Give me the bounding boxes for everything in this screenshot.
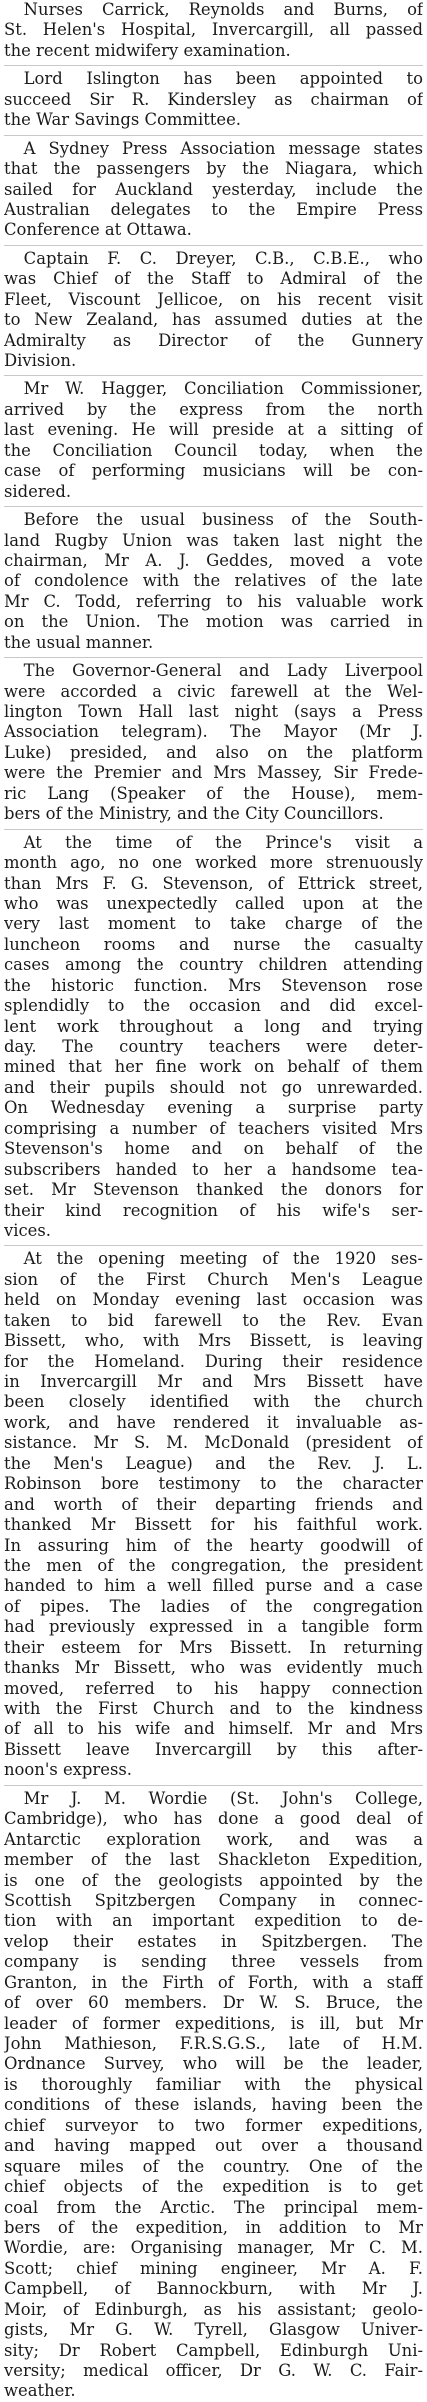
text-line: At the opening meeting of the 1920 ses- (23, 1249, 423, 1269)
text-line: month ago, no one worked more strenuously (4, 853, 423, 873)
text-line: In assuring him of the hearty goodwill of (4, 1535, 423, 1555)
text-line: sailed for Auckland yesterday, include the (4, 179, 423, 199)
text-line: and having mapped out over a thousand (4, 2136, 423, 2156)
text-line: Nurses Carrick, Reynolds and Burns, of (23, 0, 423, 19)
text-line: their esteem for Mrs Bissett. In returning (4, 1637, 423, 1657)
news-paragraph-wordie (4, 1785, 423, 2402)
text-line: thanks Mr Bissett, who was evidently much (4, 1658, 423, 1678)
text-line: of pipes. The ladies of the congregation (4, 1596, 423, 1616)
news-paragraph-bissett (4, 1245, 423, 1780)
text-line: very last moment to take charge of the (4, 914, 423, 934)
text-line: luncheon rooms and nurse the casualty (4, 934, 423, 954)
text-line: sistance. Mr S. M. McDonald (president of (4, 1433, 423, 1453)
text-line: and their pupils should not go unrewarded. (4, 1077, 423, 1097)
text-line: that the passengers by the Niagara, which (4, 159, 423, 179)
text-line: Luke) presided, and also on the platform (4, 742, 423, 762)
text-line: for the Homeland. During their residence (4, 1351, 423, 1371)
text-line: leader of former expeditions, is ill, but Mr (4, 2013, 423, 2033)
news-paragraph-stevenson (4, 829, 423, 1242)
text-line: Campbell, of Bannockburn, with Mr J. (4, 2279, 423, 2299)
text-line: Before the usual business of the South- (23, 510, 423, 530)
text-line: sion of the First Church Men's League (4, 1269, 423, 1289)
news-paragraph-dreyer (4, 245, 423, 372)
text-line: work, and have rendered it invaluable as- (4, 1412, 423, 1432)
text-line: the men of the congregation, the president (4, 1555, 423, 1575)
text-line: of condolence with the relatives of the late (4, 571, 423, 591)
text-line: thanked Mr Bissett for his faithful work. (4, 1515, 423, 1535)
text-line: chief surveyor to two former expeditions, (4, 2115, 423, 2135)
text-line: the Men's League) and the Rev. J. L. (4, 1453, 423, 1473)
text-line: lent work throughout a long and trying (4, 1016, 423, 1036)
text-line: Division. (4, 351, 77, 370)
text-line: the recent midwifery examination. (4, 40, 291, 60)
text-line: velop their estates in Spitzbergen. The (4, 1931, 423, 1951)
text-line: conditions of these islands, having been the (4, 2095, 423, 2115)
text-line: gists, Mr G. W. Tyrell, Glasgow Univer- (4, 2320, 423, 2340)
text-line: vices. (4, 1220, 52, 1240)
text-line: square miles of the country. One of the (4, 2156, 423, 2176)
text-line: Captain F. C. Dreyer, C.B., C.B.E., who (23, 248, 423, 268)
text-line: is thoroughly familiar with the physical (4, 2074, 423, 2094)
text-line: sidered. (4, 481, 72, 501)
text-line: to New Zealand, has assumed duties at the (4, 310, 423, 330)
news-paragraph-liverpool (4, 657, 423, 825)
text-line: the usual manner. (4, 632, 154, 652)
text-line: had previously expressed in a tangible form (4, 1617, 423, 1637)
text-line: and worth of their departing friends and (4, 1494, 423, 1514)
text-line: Association telegram). The Mayor (Mr J. (4, 722, 423, 742)
text-line: the Conciliation Council today, when the (4, 440, 423, 460)
text-line: Bissett, who, with Mrs Bissett, is leaving (4, 1331, 423, 1351)
text-line: member of the last Shackleton Expedition, (4, 1850, 423, 1870)
text-line: Stevenson's home and on behalf of the (4, 1139, 423, 1159)
text-line: of over 60 members. Dr W. S. Bruce, the (4, 1993, 423, 2013)
text-line: last evening. He will preside at a sitting of (4, 420, 423, 440)
text-line: taken to bid farewell to the Rev. Evan (4, 1310, 423, 1330)
text-line: splendidly to the occasion and did excel- (4, 996, 423, 1016)
text-line: Wordie, are: Organising manager, Mr C. M. (4, 2238, 423, 2258)
text-line: Moir, of Edinburgh, as his assistant; geolo- (4, 2299, 423, 2319)
text-line: chief objects of the expedition is to get (4, 2177, 423, 2197)
text-line: land Rugby Union was taken last night the (4, 530, 423, 550)
text-line: succeed Sir R. Kindersley as chairman of (4, 89, 423, 109)
text-line: Cambridge), who has done a good deal of (4, 1809, 423, 1829)
text-line: sity; Dr Robert Campbell, Edinburgh Uni- (4, 2340, 423, 2360)
text-line: bers of the Ministry, and the City Councillors. (4, 804, 384, 824)
text-line: than Mrs F. G. Stevenson, of Ettrick street, (4, 873, 423, 893)
text-line: Conference at Ottawa. (4, 220, 192, 240)
text-line: coal from the Arctic. The principal mem- (4, 2197, 423, 2217)
news-paragraph-hagger (4, 375, 423, 502)
text-line: arrived by the express from the north (4, 399, 423, 419)
text-line: were the Premier and Mrs Massey, Sir Frede- (4, 763, 423, 783)
text-line: noon's express. (4, 1760, 132, 1780)
text-line: Mr W. Hagger, Conciliation Commissioner, (23, 379, 423, 399)
text-line: Australian delegates to the Empire Press (4, 199, 423, 219)
text-line: versity; medical officer, Dr G. W. C. Fair- (4, 2361, 423, 2380)
text-line: At the time of the Prince's visit a (23, 832, 423, 852)
text-line: of all to his wife and himself. Mr and Mrs (4, 1719, 423, 1739)
text-line: John Mathieson, F.R.S.G.S., late of H.M. (4, 2034, 423, 2053)
text-line: Bissett leave Invercargill by this after- (4, 1739, 423, 1759)
text-line: Mr C. Todd, referring to his valuable work (4, 591, 423, 611)
text-line: A Sydney Press Association message states (23, 138, 423, 158)
text-line: Robinson bore testimony to the character (4, 1474, 423, 1494)
text-line: weather. (4, 2381, 76, 2401)
text-line: the War Savings Committee. (4, 110, 241, 130)
text-line: comprising a number of teachers visited Mrs (4, 1118, 423, 1138)
text-line: Scottish Spitzbergen Company in connec- (4, 1890, 423, 1910)
text-line: day. The country teachers were deter- (4, 1037, 423, 1056)
news-column (4, 0, 423, 2402)
text-line: St. Helen's Hospital, Invercargill, all passed (4, 20, 423, 40)
news-paragraph-niagara (4, 135, 423, 241)
text-line: bers of the expedition, in addition to Mr (4, 2217, 423, 2237)
text-line: the historic function. Mrs Stevenson rose (4, 975, 423, 995)
text-line: held on Monday evening last occasion was (4, 1290, 423, 1310)
text-line: case of performing musicians will be con- (4, 461, 423, 481)
text-line: ric Lang (Speaker of the House), mem- (4, 783, 423, 803)
text-line: Fleet, Viscount Jellicoe, on his recent visit (4, 289, 423, 309)
text-line: Antarctic exploration work, and was a (4, 1829, 423, 1849)
text-line: subscribers handed to her a handsome tea- (4, 1159, 423, 1179)
text-line: Granton, in the Firth of Forth, with a staff (4, 1972, 423, 1992)
text-line: cases among the country children attending (4, 955, 423, 975)
text-line: was Chief of the Staff to Admiral of the (4, 269, 423, 289)
text-line: mined that her fine work on behalf of them (4, 1057, 423, 1077)
text-line: lington Town Hall last night (says a Press (4, 702, 423, 721)
text-line: who was unexpectedly called upon at the (4, 893, 423, 913)
text-line: Scott; chief mining engineer, Mr A. F. (4, 2258, 423, 2278)
text-line: handed to him a well filled purse and a case (4, 1576, 423, 1596)
news-paragraph-midwifery (4, 0, 423, 61)
text-line: Lord Islington has been appointed to (23, 69, 423, 89)
text-line: tion with an important expedition to de- (4, 1911, 423, 1931)
text-line: Mr J. M. Wordie (St. John's College, (23, 1788, 423, 1808)
news-paragraph-rugby (4, 506, 423, 653)
text-line: moved, referred to his happy connection (4, 1678, 423, 1698)
text-line: is one of the geologists appointed by the (4, 1870, 423, 1890)
text-line: On Wednesday evening a surprise party (4, 1098, 423, 1118)
news-paragraph-islington (4, 65, 423, 130)
text-line: been closely identified with the church (4, 1392, 423, 1412)
text-line: on the Union. The motion was carried in (4, 612, 423, 632)
text-line: their kind recognition of his wife's ser- (4, 1200, 423, 1220)
text-line: Ordnance Survey, who will be the leader, (4, 2054, 423, 2074)
text-line: with the First Church and to the kindness (4, 1699, 423, 1718)
text-line: The Governor-General and Lady Liverpool (23, 661, 423, 681)
text-line: set. Mr Stevenson thanked the donors for (4, 1180, 423, 1200)
text-line: Admiralty as Director of the Gunnery (4, 330, 423, 350)
text-line: chairman, Mr A. J. Geddes, moved a vote (4, 550, 423, 570)
text-line: were accorded a civic farewell at the Wel- (4, 681, 423, 701)
text-line: company is sending three vessels from (4, 1952, 423, 1972)
text-line: in Invercargill Mr and Mrs Bissett have (4, 1372, 423, 1391)
